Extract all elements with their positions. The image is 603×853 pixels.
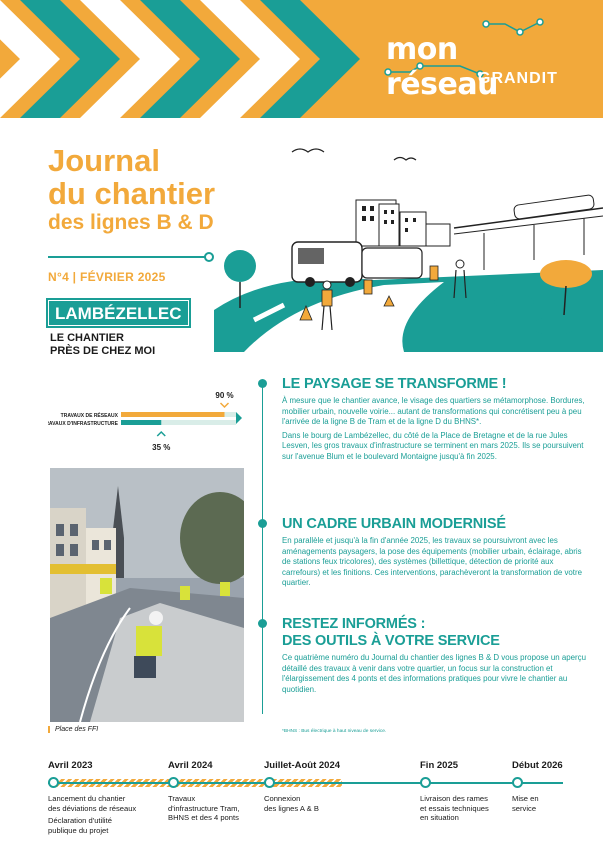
timeline-dot — [420, 777, 431, 788]
section-title: LE PAYSAGE SE TRANSFORME ! — [282, 376, 507, 392]
site-photo — [50, 468, 244, 722]
brand-title: mon réseau — [386, 32, 498, 102]
timeline-desc-line: en situation — [420, 813, 459, 822]
location-sub-line-2: PRÈS DE CHEZ MOI — [50, 345, 156, 357]
timeline-dot — [512, 777, 523, 788]
location-badge: LAMBÉZELLEC — [48, 300, 189, 326]
title-line-3: des lignes B & D — [48, 211, 214, 234]
title-line-2: du chantier — [48, 176, 216, 211]
timeline-date: Avril 2024 — [168, 760, 213, 771]
section-rule — [262, 384, 263, 714]
photo-caption: Place des FFI — [48, 726, 98, 733]
timeline-description — [420, 794, 510, 823]
title-divider-dot — [204, 252, 214, 262]
timeline-desc-line: service — [512, 803, 537, 813]
section-bullet — [258, 379, 267, 388]
timeline-desc-line: et essais techniques — [420, 803, 489, 813]
section-paragraph: Ce quatrième numéro du Journal du chantier des lignes B & D vous propose un aperçu détaillé des travaux à venir dans votre quartier, un focus sur la construction et l'élargissement des 4 ponts et des informations pratiques pour vivre le chantier au quotidien. — [282, 653, 586, 694]
reseaux-fill — [121, 412, 225, 417]
city-illustration — [214, 130, 603, 352]
section-paragraph: En parallèle et jusqu'à la fin d'année 2025, les travaux se poursuivront avec les aménagements paysagers, la pose des équipements (mobilier urbain, éclairage, abris de stations feux tricolores), des systèmes (billettique, détection de priorité aux carrefours) et les finitions. Ces interventions, parachèveront la transformation de votre quartier. — [282, 536, 582, 587]
timeline-line — [48, 782, 563, 784]
timeline-desc-line: Déclaration d'utilité — [48, 816, 112, 825]
timeline-description — [264, 794, 364, 813]
progress-gauge — [48, 388, 248, 458]
timeline-desc-line: des déviations de réseaux — [48, 803, 137, 813]
timeline-date: Début 2026 — [512, 760, 563, 771]
timeline-date: Avril 2023 — [48, 760, 93, 771]
title-line-1: Journal — [48, 143, 160, 178]
timeline-description — [48, 794, 158, 835]
infra-value-label: 35 % — [152, 443, 171, 452]
timeline-desc-line: BHNS et des 4 ponts — [168, 813, 239, 822]
timeline-desc-line: Travaux — [168, 794, 196, 803]
issue-number: N°4 | FÉVRIER 2025 — [48, 270, 166, 284]
section-paragraph: À mesure que le chantier avance, le visage des quartiers se métamorphose. Bordures, mobilier urbain, nouvelle voirie... autant de transformations qui concrétisent peu à peu l'arrivée de la ligne B de Tram et de la ligne D du BHNS*. — [282, 396, 585, 426]
progress-bars — [48, 388, 248, 458]
section-paragraph: Dans le bourg de Lambézellec, du côté de la Place de Bretagne et de la rue Jules Lesven, les gros travaux d'infrastructure se terminent en mars 2025. Ils se poursuivent sur l'avenue Blum et le boulevard Montaigne jusqu'à fin 2025. — [282, 430, 584, 461]
timeline-dot — [48, 777, 59, 788]
timeline-description — [168, 794, 258, 823]
infra-marker — [157, 432, 165, 436]
section-cadre-urbain — [282, 516, 592, 589]
timeline-desc-line: des lignes A & B — [264, 803, 319, 813]
timeline-desc-line: d'infrastructure Tram, — [168, 803, 240, 813]
timeline-dot — [264, 777, 275, 788]
section-restez-informes — [282, 616, 592, 695]
timeline-desc-line: Lancement du chantier — [48, 794, 126, 803]
section-bullet — [258, 619, 267, 628]
brand-subtitle: GRANDIT — [478, 70, 558, 87]
timeline-date: Juillet-Août 2024 — [264, 760, 341, 771]
section-paysage — [282, 376, 592, 462]
reseaux-value-label: 90 % — [215, 391, 234, 400]
timeline-desc-line: Connexion — [264, 794, 301, 803]
timeline-date: Fin 2025 — [420, 760, 459, 771]
header-banner — [0, 0, 603, 118]
timeline-description — [512, 794, 567, 813]
location-subtitle — [50, 332, 155, 358]
brand-logo — [378, 30, 578, 100]
progress-arrow — [236, 412, 242, 424]
timeline-desc-line: Livraison des rames — [420, 794, 488, 803]
infra-fill — [121, 420, 161, 425]
progress-label-infra: TRAVAUX D'INFRASTRUCTURE — [48, 421, 118, 427]
location-sub-line-1: LE CHANTIER — [50, 332, 124, 344]
timeline-desc-line: Mise en — [512, 794, 539, 803]
footnote: *BHNS : Bus électrique à haut niveau de service. — [282, 729, 387, 734]
title-divider — [48, 256, 208, 258]
timeline-dot — [168, 777, 179, 788]
section-title-line-2: DES OUTILS À VOTRE SERVICE — [282, 633, 500, 649]
progress-label-reseaux: TRAVAUX DE RÉSEAUX — [60, 413, 118, 419]
section-title: UN CADRE URBAIN MODERNISÉ — [282, 516, 506, 532]
section-title-line-1: RESTEZ INFORMÉS : — [282, 616, 426, 632]
section-bullet — [258, 519, 267, 528]
timeline-desc-line: publique du projet — [48, 825, 109, 835]
project-timeline — [48, 760, 568, 850]
reseaux-marker — [221, 403, 229, 407]
